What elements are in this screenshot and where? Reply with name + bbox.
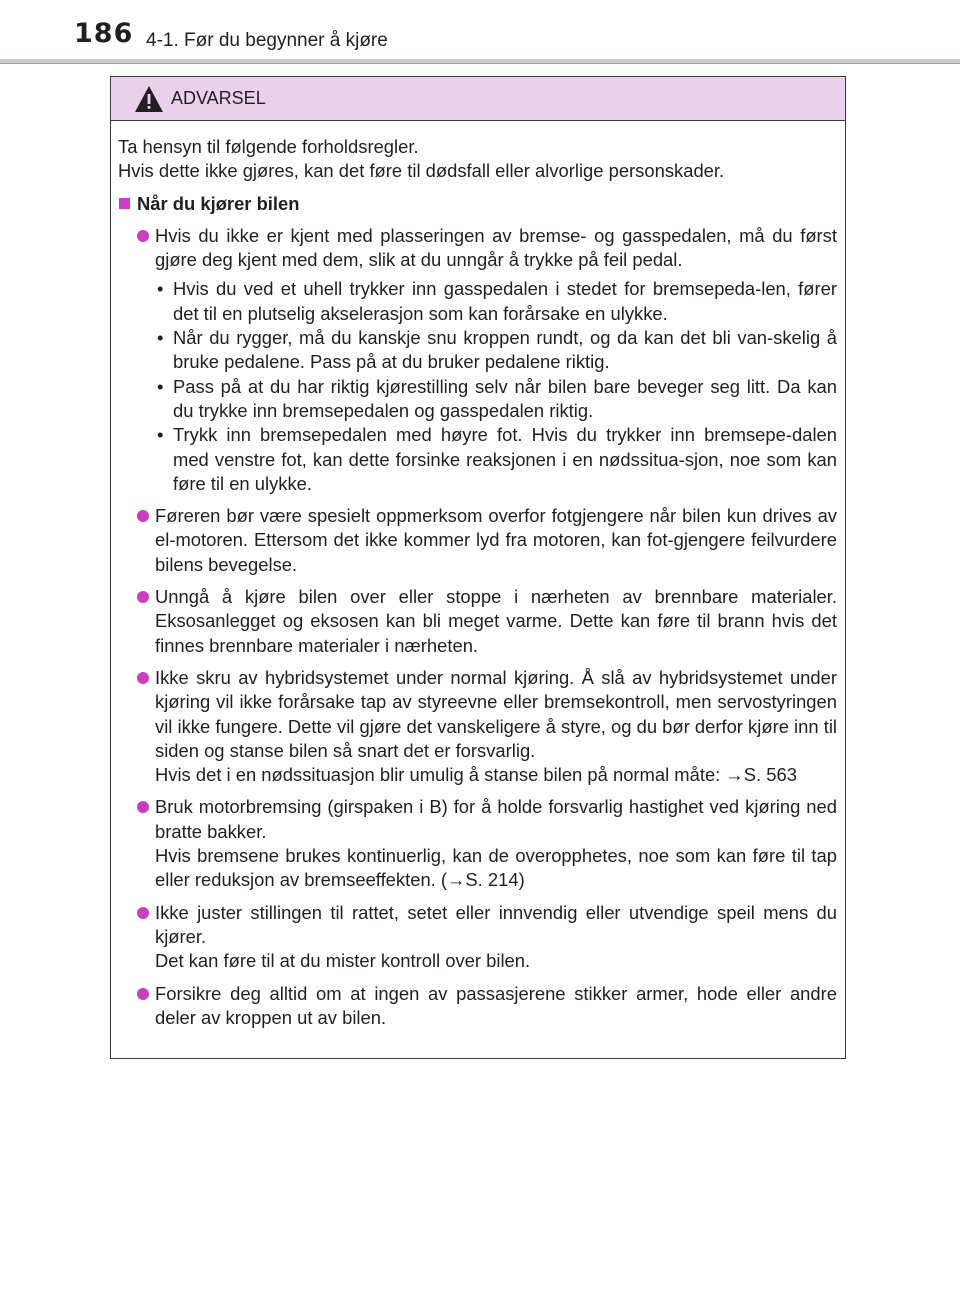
warning-triangle-icon — [134, 85, 164, 113]
bullet-text: Pass på at du har riktig kjørestilling selv når bilen bare beveger seg litt. Da kan du trykke inn bremsepedalen og gasspedalen riktig. — [173, 375, 837, 421]
bullet-dot-icon: • — [157, 424, 164, 446]
bullet-item — [155, 326, 837, 375]
round-bullet-icon — [137, 801, 149, 813]
intro-line: Hvis dette ikke gjøres, kan det føre til dødsfall eller alvorlige personskader. — [118, 160, 725, 182]
warning-intro — [118, 135, 837, 184]
square-bullet-icon — [119, 198, 130, 209]
warning-item — [118, 901, 837, 974]
bullet-dot-icon: • — [157, 278, 164, 300]
warning-label: ADVARSEL — [171, 88, 266, 108]
warning-body — [111, 121, 845, 1030]
bullet-text: Hvis du ved et uhell trykker inn gasspedalen i stedet for bremsepeda-len, fører det til en plutselig akselerasjon som kan forårsake en ulykke. — [173, 278, 837, 324]
bullet-text: Trykk inn bremsepedalen med høyre fot. Hvis du trykker inn bremsepe-dalen med venstre fot, kan dette forsinke reaksjonen i en nødssitua-sjon, noe som kan føre til en ulykke. — [173, 424, 837, 494]
page-header — [0, 0, 960, 64]
section-title: 4-1. Før du begynner å kjøre — [146, 30, 388, 51]
warning-item — [118, 982, 837, 1031]
item-text: Ikke skru av hybridsystemet under normal kjøring. Å slå av hybridsystemet under kjøring vil ikke forårsake tap av styreevne eller bremsekontroll, men servostyringen vil ikke fungere. Dette vil gjøre det vanskeligere å styre, og du bør derfor kjøre inn til siden og stanse bilen så snart det er forsvarlig. — [155, 666, 837, 761]
item-text: Det kan føre til at du mister kontroll over bilen. — [155, 950, 531, 972]
item-text: Hvis det i en nødssituasjon blir umulig å stanse bilen på normal måte: →S. 563 — [155, 764, 797, 786]
bullet-item — [155, 277, 837, 326]
subsection-heading-text: Når du kjører bilen — [137, 192, 300, 214]
item-text: Unngå å kjøre bilen over eller stoppe i nærheten av brennbare materialer. Eksosanlegget og eksosen kan bli meget varme. Dette kan føre til brann hvis det finnes brennbare materialer i nærheten. — [155, 586, 837, 656]
header-rule — [0, 59, 960, 64]
item-text: Føreren bør være spesielt oppmerksom overfor fotgjengere når bilen kun drives av el-motoren. Ettersom det ikke kommer lyd fra motoren, kan fot-gjengere feilvurdere bilens bevegelse. — [155, 505, 837, 575]
item-text: Hvis du ikke er kjent med plasseringen av bremse- og gasspedalen, må du først gjøre deg kjent med dem, slik at du unngår å trykke på feil pedal. — [155, 224, 837, 271]
item-text: Bruk motorbremsing (girspaken i B) for å holde forsvarlig hastighet ved kjøring ned bratte bakker. — [155, 796, 837, 842]
round-bullet-icon — [137, 988, 149, 1000]
warning-box — [110, 76, 846, 1059]
item-text: Hvis bremsene brukes kontinuerlig, kan de overopphetes, noe som kan føre til tap eller reduksjon av bremseeffekten. (→S. 214) — [155, 845, 837, 891]
bullet-dot-icon: • — [157, 375, 164, 397]
warning-item — [118, 224, 837, 496]
bullet-item — [155, 423, 837, 496]
item-text: Forsikre deg alltid om at ingen av passasjerene stikker armer, hode eller andre deler av kroppen ut av bilen. — [155, 982, 837, 1028]
bullet-list — [155, 277, 837, 496]
item-text: Ikke juster stillingen til rattet, setet eller innvendig eller utvendige speil mens du kjører. — [155, 901, 837, 947]
warning-header — [111, 77, 845, 121]
round-bullet-icon — [137, 510, 149, 522]
subsection-heading — [118, 192, 837, 216]
bullet-item — [155, 375, 837, 424]
bullet-dot-icon: • — [157, 327, 164, 349]
round-bullet-icon — [137, 672, 149, 684]
round-bullet-icon — [137, 230, 149, 242]
intro-line: Ta hensyn til følgende forholdsregler. — [118, 136, 419, 157]
bullet-text: Når du rygger, må du kanskje snu kroppen rundt, og da kan det bli van-skelig å bruke pedalene. Pass på at du bruker pedalene riktig. — [173, 327, 837, 373]
warning-item — [118, 585, 837, 658]
warning-item — [118, 666, 837, 787]
round-bullet-icon — [137, 907, 149, 919]
page-number: 186 — [74, 18, 134, 49]
round-bullet-icon — [137, 591, 149, 603]
warning-item — [118, 795, 837, 892]
warning-item — [118, 504, 837, 577]
